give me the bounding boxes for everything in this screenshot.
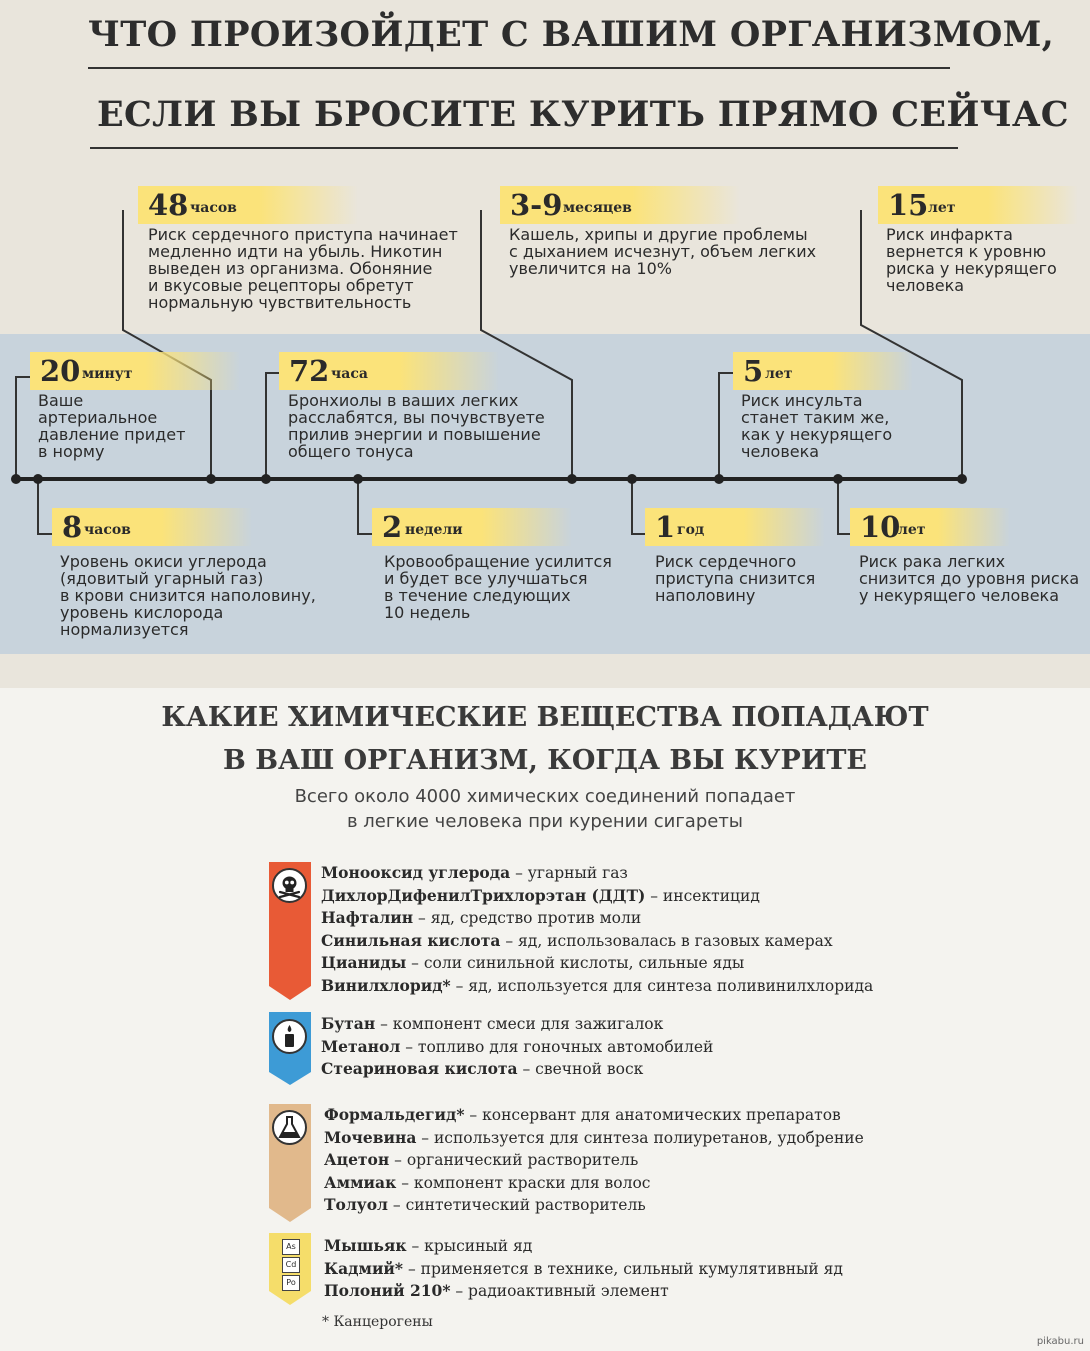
milestone-unit: год [677,522,705,538]
connector-20m [16,377,40,479]
milestone-number: 15 [888,188,929,222]
milestone-unit: лет [898,522,926,538]
carcinogen-footnote: * Канцерогены [322,1314,433,1330]
timeline-dot [353,474,363,484]
page-title-line1: ЧТО ПРОИЗОЙДЕТ С ВАШИМ ОРГАНИЗМОМ, [88,14,1055,55]
milestone-unit: лет [765,366,793,382]
timeline-dot [833,474,843,484]
element-symbol: Cd [282,1257,300,1273]
milestone-label-20m [30,352,240,390]
skull-icon [272,868,307,903]
milestone-number: 10 [860,510,901,544]
milestone-number: 3-9 [510,188,563,222]
fuel-ribbon [269,1012,311,1085]
chemical-item: Мышьяк – крысиный яд [324,1236,533,1255]
milestone-label-3-9m [500,186,740,224]
milestone-label-10y [850,508,1010,546]
fuel-list [321,1013,713,1081]
milestone-number: 48 [148,188,189,222]
solvent-ribbon [269,1104,311,1222]
milestone-label-48h [138,186,358,224]
chemicals-heading-1: КАКИЕ ХИМИЧЕСКИЕ ВЕЩЕСТВА ПОПАДАЮТ [161,702,929,733]
element-symbol: As [282,1239,300,1255]
chemical-item: Бутан – компонент смеси для зажигалок [321,1014,664,1033]
chemical-item: Винилхлорид* – яд, используется для синтеза поливинилхлорида [321,975,874,995]
solvent-list [324,1104,864,1217]
timeline-dot [206,474,216,484]
milestone-label-1y [645,508,825,546]
milestone-number: 1 [655,510,676,544]
milestone-text-3-9m: Кашель, хрипы и другие проблемы с дыханием исчезнут, объем легких увеличится на 10% [509,225,817,278]
milestone-unit: часа [331,366,368,382]
timeline-dot [33,474,43,484]
chemical-item: Синильная кислота – яд, использовалась в газовых камерах [321,930,833,950]
milestone-unit: минут [82,366,133,382]
timeline-dot [261,474,271,484]
chemical-item: Метанол – топливо для гоночных автомобилей [321,1036,714,1056]
milestone-label-15y [878,186,1078,224]
milestone-number: 72 [289,354,330,388]
chemicals-heading-2: В ВАШ ОРГАНИЗМ, КОГДА ВЫ КУРИТЕ [222,745,868,776]
poison-list [321,862,873,998]
chemical-item: Цианиды – соли синильной кислоты, сильные яды [321,953,745,973]
milestone-text-72h: Бронхиолы в ваших легких расслабятся, вы почувствуете прилив энергии и повышение общего тонуса [288,391,545,461]
candle-icon [272,1019,307,1054]
poison-ribbon [269,862,311,1000]
metal-ribbon [269,1233,311,1305]
element-blocks-icon [282,1239,300,1291]
milestone-text-2w: Кровообращение усилится и будет все улучшаться в течение следующих 10 недель [384,552,612,622]
milestone-label-8h [52,508,252,546]
milestone-text-15y: Риск инфаркта вернется к уровню риска у некурящего человека [886,225,1057,295]
page-title-line2: ЕСЛИ ВЫ БРОСИТЕ КУРИТЬ ПРЯМО СЕЙЧАС [97,94,1069,135]
flask-icon [272,1110,307,1145]
milestone-text-5y: Риск инсульта станет таким же, как у некурящего человека [741,391,893,461]
timeline-dot [11,474,21,484]
milestone-text-48h: Риск сердечного приступа начинает медленно идти на убыль. Никотин выведен из организма. Обоняние и вкусовые рецепторы обретут нормальную чувствительность [148,225,458,312]
chemicals-subtitle-1: Всего около 4000 химических соединений попадает [294,786,796,807]
chemical-item: Нафталин – яд, средство против моли [321,908,642,928]
timeline-dot [627,474,637,484]
milestone-label-5y [733,352,913,390]
connector-2w [358,479,373,534]
milestone-number: 2 [382,510,403,544]
milestone-label-72h [279,352,499,390]
chemical-item: Мочевина – используется для синтеза полиуретанов, удобрение [324,1127,864,1147]
chemical-item: Толуол – синтетический растворитель [324,1195,646,1215]
chemical-item: Стеариновая кислота – свечной воск [321,1059,644,1079]
milestone-unit: месяцев [563,200,632,216]
milestone-unit: недели [405,522,463,538]
chemical-item: ДихлорДифенилТрихлорэтан (ДДТ) – инсектицид [321,885,760,905]
chemical-item: Ацетон – органический растворитель [324,1150,639,1170]
milestone-unit: часов [190,200,237,216]
timeline-dot [957,474,967,484]
chemical-item: Монооксид углерода – угарный газ [321,863,628,882]
milestone-number: 20 [40,354,81,388]
milestone-number: 8 [62,510,83,544]
chemical-item: Аммиак – компонент краски для волос [324,1172,651,1192]
chemical-item: Кадмий* – применяется в технике, сильный кумулятивный яд [324,1258,843,1278]
milestone-text-20m: Ваше артериальное давление придет в норму [38,391,186,461]
timeline-dot [714,474,724,484]
chemical-item: Формальдегид* – консервант для анатомических препаратов [324,1105,841,1124]
watermark: pikabu.ru [1036,1336,1084,1347]
chemicals-subtitle-2: в легкие человека при курении сигареты [346,811,744,832]
milestone-unit: лет [928,200,956,216]
milestone-text-10y: Риск рака легких снизится до уровня риска у некурящего человека [859,552,1080,605]
chemical-item: Полоний 210* – радиоактивный элемент [324,1281,669,1301]
element-symbol: Po [282,1275,300,1291]
milestone-text-1y: Риск сердечного приступа снизится наполовину [655,552,816,605]
timeline-dot [567,474,577,484]
milestone-text-8h: Уровень окиси углерода (ядовитый угарный газ) в крови снизится наполовину, уровень кислорода нормализуется [60,552,316,639]
milestone-label-2w [372,508,572,546]
metal-list [324,1235,843,1303]
milestone-unit: часов [84,522,131,538]
milestone-number: 5 [743,354,764,388]
